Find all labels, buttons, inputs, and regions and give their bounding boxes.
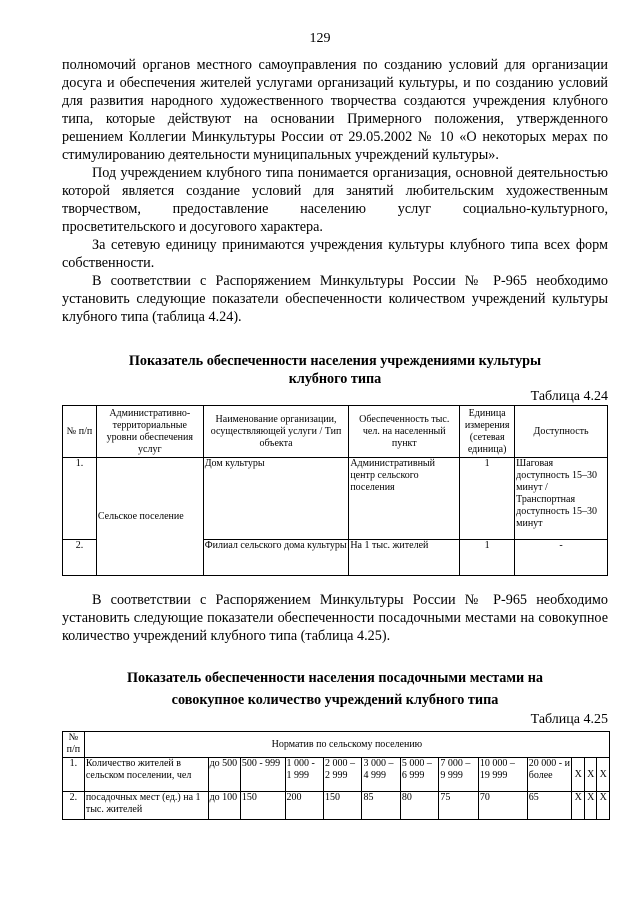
table-header-row [63, 406, 608, 458]
facility-name: Дом культуры [203, 458, 349, 540]
col-header: Административно-территориальные уровни обеспечения услуг [96, 406, 203, 458]
territorial-level: Сельское поселение [96, 458, 203, 576]
table-cell: до 100 [208, 792, 240, 820]
table-cell: X [597, 792, 610, 820]
table-cell: 20 000 - и более [527, 758, 572, 792]
table-row [63, 458, 608, 540]
table-4-25 [62, 731, 610, 820]
paragraph-4: В соответствии с Распоряжением Минкультуры России № Р-965 необходимо установить следующие показатели обеспеченности количеством учреждений культуры клубного типа (таблица 4.24). [62, 273, 608, 325]
table-cell: 3 000 – 4 999 [362, 758, 400, 792]
table-cell: X [572, 792, 584, 820]
table-cell: 75 [439, 792, 479, 820]
facility-name: Филиал сельского дома культуры [203, 540, 349, 576]
col-header-number: № п/п [63, 732, 85, 758]
accessibility-value: Шаговая доступность 15–30 минут / Транспортная доступность 15–30 минут [515, 458, 608, 540]
col-header: Обеспеченность тыс. чел. на населенный пункт [349, 406, 460, 458]
col-header: № п/п [63, 406, 97, 458]
col-header-norm: Норматив по сельскому поселению [84, 732, 609, 758]
table-cell: 150 [323, 792, 361, 820]
row-label: Количество жителей в сельском поселении, чел [84, 758, 208, 792]
paragraph-1: полномочий органов местного самоуправления по созданию условий для организации досуга и обеспечения жителей услугами организаций культуры, и по созданию условий для развития народного художественного творчества создаются учреждения клубного типа, которые действуют на основании Примерного положения, утвержденного решением Коллегии Минкультуры России от 29.05.2002 № 10 «О некоторых мерах по стимулированию деятельности муниципальных учреждений культуры». [62, 57, 608, 163]
body-text-top [62, 56, 608, 326]
row-label: посадочных мест (ед.) на 1 тыс. жителей [84, 792, 208, 820]
table-row [63, 792, 610, 820]
table-4-24-label: Таблица 4.24 [530, 389, 608, 404]
row-number: 1. [63, 458, 97, 540]
table-4-25-label: Таблица 4.25 [530, 712, 608, 727]
table-header-row [63, 732, 610, 758]
table-cell: 1 000 - 1 999 [285, 758, 323, 792]
row-number: 2. [63, 792, 85, 820]
table-cell: 200 [285, 792, 323, 820]
col-header: Единица измерения (сетевая единица) [460, 406, 515, 458]
table-cell: 150 [240, 792, 285, 820]
unit-value: 1 [460, 540, 515, 576]
table-cell: 5 000 – 6 999 [400, 758, 438, 792]
table-4-25-title-line2: совокупное количество учреждений клубного типа [171, 692, 499, 708]
unit-value: 1 [460, 458, 515, 540]
provision-value: На 1 тыс. жителей [349, 540, 460, 576]
table-cell: X [584, 792, 596, 820]
paragraph-5: В соответствии с Распоряжением Минкультуры России № Р-965 необходимо установить следующие показатели обеспеченности посадочными местами на совокупное количество учреждений клубного типа (таблица 4.25). [62, 592, 608, 644]
table-4-24-title-line1: Показатель обеспеченности населения учреждениями культуры [128, 353, 542, 369]
col-header: Наименование организации, осуществляющей услуги / Тип объекта [203, 406, 349, 458]
table-cell: X [597, 758, 610, 792]
table-cell: 7 000 – 9 999 [439, 758, 479, 792]
table-cell: 500 - 999 [240, 758, 285, 792]
table-4-24-title [62, 352, 608, 388]
paragraph-3: За сетевую единицу принимаются учреждения культуры клубного типа всех форм собственности. [62, 237, 608, 271]
table-cell: X [584, 758, 596, 792]
table-cell: 2 000 – 2 999 [323, 758, 361, 792]
accessibility-value: - [515, 540, 608, 576]
table-cell: до 500 [208, 758, 240, 792]
table-4-25-title [62, 667, 608, 711]
table-cell: 65 [527, 792, 572, 820]
provision-value: Административный центр сельского поселения [349, 458, 460, 540]
body-text-middle [62, 591, 608, 645]
table-cell: 85 [362, 792, 400, 820]
table-4-24-title-line2: клубного типа [288, 371, 382, 387]
table-4-25-title-line1: Показатель обеспеченности населения посадочными местами на [126, 670, 544, 686]
table-row [63, 758, 610, 792]
table-4-24 [62, 405, 608, 576]
row-number: 1. [63, 758, 85, 792]
col-header: Доступность [515, 406, 608, 458]
paragraph-2: Под учреждением клубного типа понимается организация, основной деятельностью которой является создание условий для занятий любительским художественным творчеством, предоставление населению услуг социально-культурного, просветительского и досугового характера. [62, 165, 608, 235]
row-number: 2. [63, 540, 97, 576]
table-cell: 10 000 – 19 999 [478, 758, 527, 792]
page-number: 129 [309, 31, 331, 46]
table-cell: 70 [478, 792, 527, 820]
table-cell: 80 [400, 792, 438, 820]
table-cell: X [572, 758, 584, 792]
